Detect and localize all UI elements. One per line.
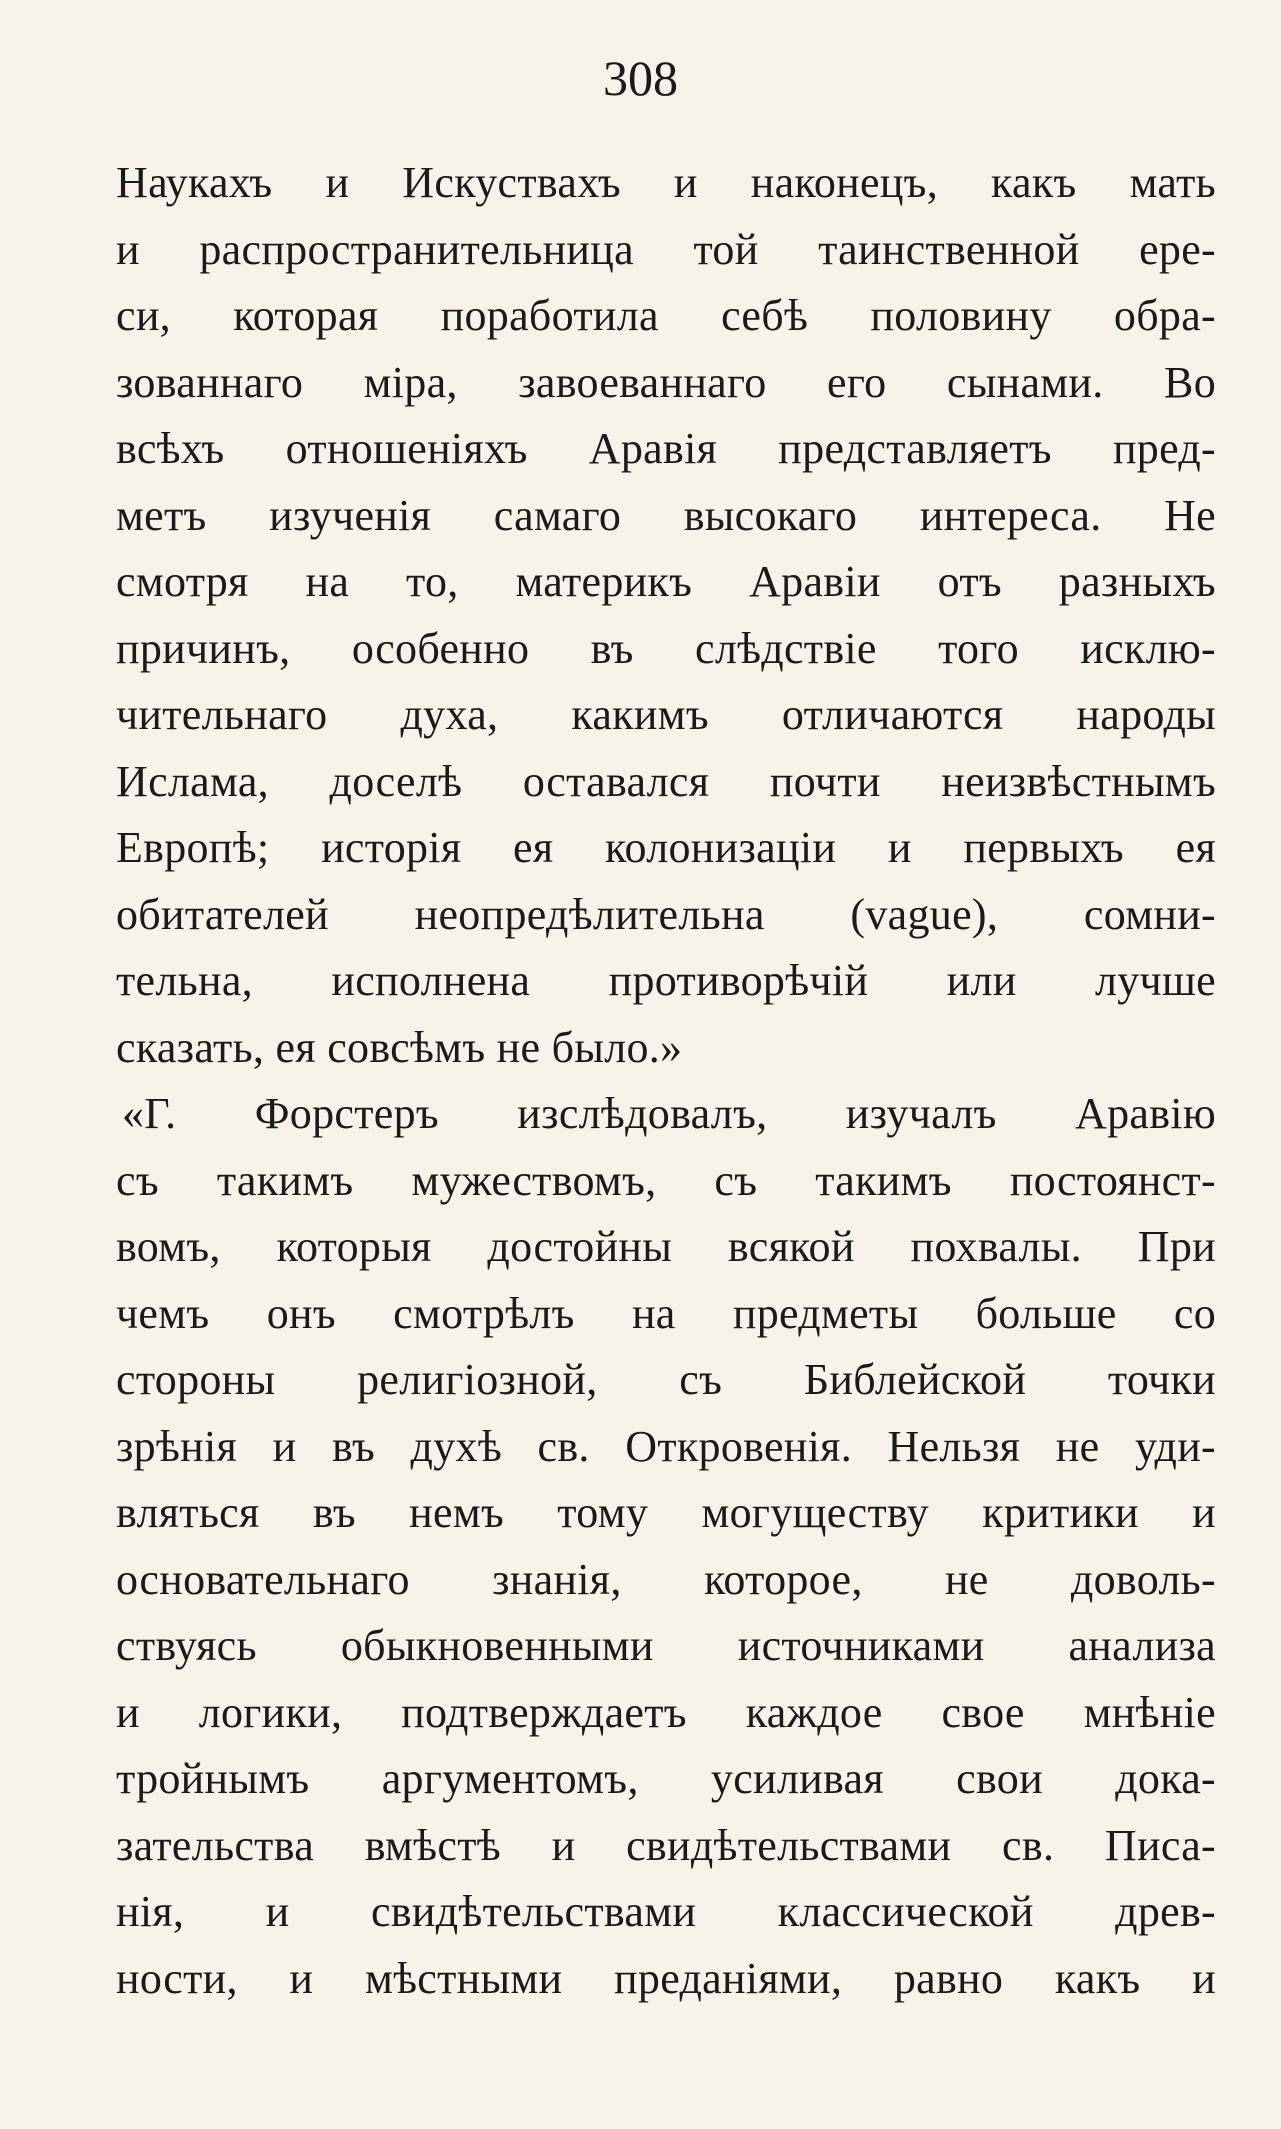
text-line: всѣхъ отношеніяхъ Аравія представляетъ пред- <box>116 424 1216 473</box>
text-line: тельна, исполнена противорѣчій или лучше <box>116 956 1216 1005</box>
text-line: Наукахъ и Искуствахъ и наконецъ, какъ мать <box>116 158 1216 207</box>
text-line: вомъ, которыя достойны всякой похвалы. При <box>116 1222 1216 1271</box>
text-line: ности, и мѣстными преданіями, равно какъ и <box>116 1953 1216 2003</box>
text-line: вляться въ немъ тому могуществу критики и <box>116 1488 1216 1537</box>
text-line: и логики, подтверждаетъ каждое свое мнѣніе <box>116 1687 1216 1737</box>
page-number: 308 <box>603 50 678 106</box>
text-line: метъ изученія самаго высокаго интереса. Не <box>116 490 1216 540</box>
text-line: основательнаго знанія, которое, не доволь- <box>116 1554 1216 1604</box>
text-line: чемъ онъ смотрѣлъ на предметы больше со <box>116 1288 1216 1338</box>
text-line: причинъ, особенно въ слѣдствіе того исклю- <box>116 623 1216 673</box>
text-line: стороны религіозной, съ Библейской точки <box>116 1355 1216 1404</box>
text-line: зованнаго міра, завоеваннаго его сынами. Во <box>116 357 1216 407</box>
text-line: съ такимъ мужествомъ, съ такимъ постоянст- <box>116 1155 1216 1205</box>
text-line: Европѣ; исторія ея колонизаціи и первыхъ ея <box>116 823 1216 872</box>
text-line: ствуясь обыкновенными источниками анализа <box>116 1621 1216 1670</box>
text-line: тройнымъ аргументомъ, усиливая свои дока- <box>116 1754 1216 1803</box>
text-line: и распространительница той таинственной ере- <box>116 224 1216 274</box>
text-line: обитателей неопредѣлительна (vague), сомни- <box>116 889 1216 939</box>
text-line: си, которая поработила себѣ половину обра- <box>116 291 1216 340</box>
text-line: «Г. Форстеръ изслѣдовалъ, изучалъ Аравію <box>122 1089 1216 1138</box>
text-line: зрѣнія и въ духѣ св. Откровенія. Нельзя не уди- <box>116 1421 1216 1471</box>
text-line: Ислама, доселѣ оставался почти неизвѣстнымъ <box>116 756 1216 806</box>
text-line: зательства вмѣстѣ и свидѣтельствами св. Писа- <box>116 1820 1216 1870</box>
text-line: чительнаго духа, какимъ отличаются народы <box>116 690 1216 739</box>
body-text <box>116 150 1216 2012</box>
text-line: нія, и свидѣтельствами классической древ- <box>116 1887 1216 1936</box>
text-line: смотря на то, материкъ Аравіи отъ разныхъ <box>116 557 1216 606</box>
text-line: сказать, ея совсѣмъ не было.» <box>116 1022 683 1072</box>
